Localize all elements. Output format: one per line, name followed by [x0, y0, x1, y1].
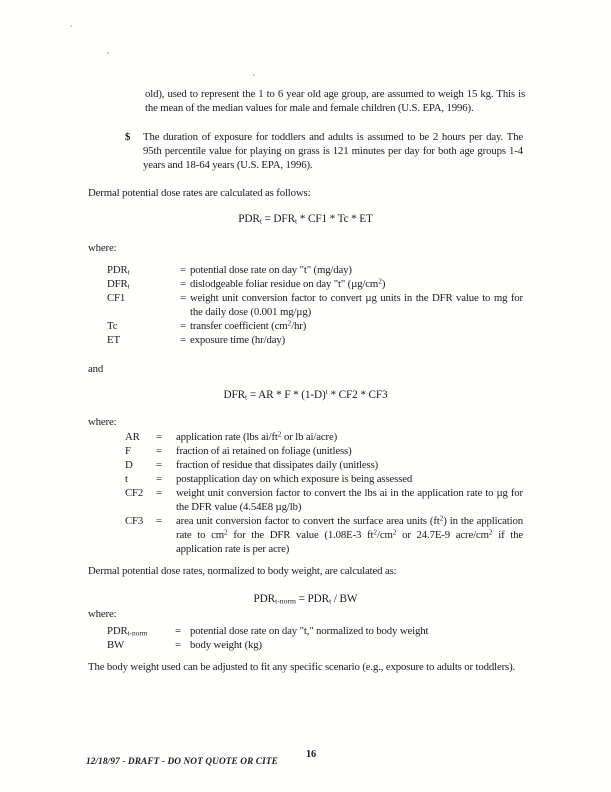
- definition-list-dfr: [125, 430, 523, 556]
- definition-term: Tc: [107, 320, 118, 332]
- definition-text: dislodgeable foliar residue on day "t" $(\mu g/cm^2)$: [190, 276, 386, 290]
- lead-dermal-dose-rates: Dermal potential dose rates are calculated as follows:: [88, 187, 311, 199]
- equals-sign: =: [175, 639, 181, 651]
- definition-row: [125, 444, 523, 458]
- formula-pdr-normalized: $PDR_{t-norm} = PDR_t$ / BW: [253, 593, 358, 606]
- equals-sign: =: [180, 278, 186, 290]
- definition-term: CF2: [125, 487, 144, 499]
- where-label-dfr: where:: [88, 416, 117, 428]
- scan-speck: [107, 52, 109, 54]
- definition-row: [107, 291, 523, 319]
- equals-sign: =: [180, 320, 186, 332]
- definition-term: AR: [125, 431, 140, 443]
- definition-text: area unit conversion factor to convert the surface area units $(ft^2)$ in the application rate to $cm^2$ for the DFR value (1.08E-3 $ft^2/cm^2$ or 24.7E-9 acre/$cm^2$ if the application rate is per acre): [176, 513, 523, 555]
- formula-dfr: $DFR_t$ = AR * F * $(1-D)^t * CF2 * CF3$: [223, 387, 388, 402]
- definition-row: [125, 430, 523, 444]
- definition-row: [125, 472, 523, 486]
- paragraph-body-weight-adjust: The body weight used can be adjusted to fit any specific scenario (e.g., exposure to adults or toddlers).: [88, 661, 516, 673]
- definition-list-normalized: [107, 624, 523, 652]
- definition-text: potential dose rate on day "t" (mg/day): [190, 264, 352, 276]
- definition-term: D: [125, 459, 133, 471]
- where-label-pdr: where:: [88, 242, 117, 254]
- definition-text: weight unit conversion factor to convert the lbs ai in the application rate to µg for the DFR value (4.54E8 µg/lb): [176, 487, 523, 513]
- equals-sign: =: [156, 459, 162, 471]
- bullet-item-exposure-duration: [125, 130, 523, 172]
- definition-text: transfer coefficient $(cm^2/hr)$: [190, 318, 307, 332]
- where-label-normalized: where:: [88, 608, 117, 620]
- definition-row: [107, 263, 523, 277]
- page-number: 16: [306, 749, 316, 760]
- definition-row: [107, 333, 523, 347]
- definition-text: exposure time (hr/day): [190, 334, 286, 346]
- scan-speck: [70, 25, 72, 27]
- bullet-text: The duration of exposure for toddlers and adults is assumed to be 2 hours per day. The 95th percentile value for playing on grass is 121 minutes per day for both age groups 1-4 years and 18-64 years (U.S. EPA, 1996).: [143, 131, 523, 171]
- equals-sign: =: [156, 473, 162, 485]
- definition-term: ET: [107, 334, 120, 346]
- definition-row: [125, 514, 523, 556]
- equals-sign: =: [156, 445, 162, 457]
- footer-draft-notice: 12/18/97 - DRAFT - DO NOT QUOTE OR CITE: [86, 757, 278, 767]
- definition-term: $PDR_{t-norm}$: [107, 625, 148, 638]
- definition-text: fraction of ai retained on foliage (unitless): [176, 445, 352, 457]
- definition-row: [125, 458, 523, 472]
- equals-sign: =: [180, 264, 186, 276]
- definition-term: F: [125, 445, 131, 457]
- bullet-marker: $: [125, 131, 131, 143]
- definition-text: potential dose rate on day "t," normalized to body weight: [190, 625, 429, 637]
- definition-term: $PDR_t$: [107, 264, 130, 277]
- and-label: and: [88, 363, 104, 375]
- definition-term: t: [125, 473, 128, 485]
- definition-row: [107, 624, 523, 638]
- definition-term: CF1: [107, 292, 126, 304]
- equals-sign: =: [180, 334, 186, 346]
- definition-text: body weight (kg): [190, 639, 262, 651]
- definition-term: CF3: [125, 515, 144, 527]
- paragraph-age-group-continuation: old), used to represent the 1 to 6 year old age group, are assumed to weigh 15 kg. This is the mean of the median values for male and female children (U.S. EPA, 1996).: [145, 88, 525, 114]
- definition-text: weight unit conversion factor to convert µg units in the DFR value to mg for the daily dose (0.001 mg/µg): [190, 292, 523, 318]
- definition-text: fraction of residue that dissipates daily (unitless): [176, 459, 379, 471]
- definition-row: [125, 486, 523, 514]
- formula-pdr: $PDR_t = DFR_t * CF1 * Tc$ * ET: [238, 213, 373, 226]
- definition-text: application rate (lbs $ai/ft^2$ or lb ai/acre): [176, 429, 338, 443]
- scan-speck: [253, 74, 255, 76]
- equals-sign: =: [175, 625, 181, 637]
- definition-list-pdr: [107, 263, 523, 347]
- lead-normalized-dose-rates: Dermal potential dose rates, normalized to body weight, are calculated as:: [88, 565, 397, 577]
- equals-sign: =: [156, 515, 162, 527]
- equals-sign: =: [156, 431, 162, 443]
- definition-row: [107, 277, 523, 291]
- definition-term: $DFR_t$: [107, 278, 130, 291]
- definition-row: [107, 638, 523, 652]
- equals-sign: =: [180, 292, 186, 304]
- definition-text: postapplication day on which exposure is being assessed: [176, 473, 413, 485]
- equals-sign: =: [156, 487, 162, 499]
- definition-row: [107, 319, 523, 333]
- definition-term: BW: [107, 639, 125, 651]
